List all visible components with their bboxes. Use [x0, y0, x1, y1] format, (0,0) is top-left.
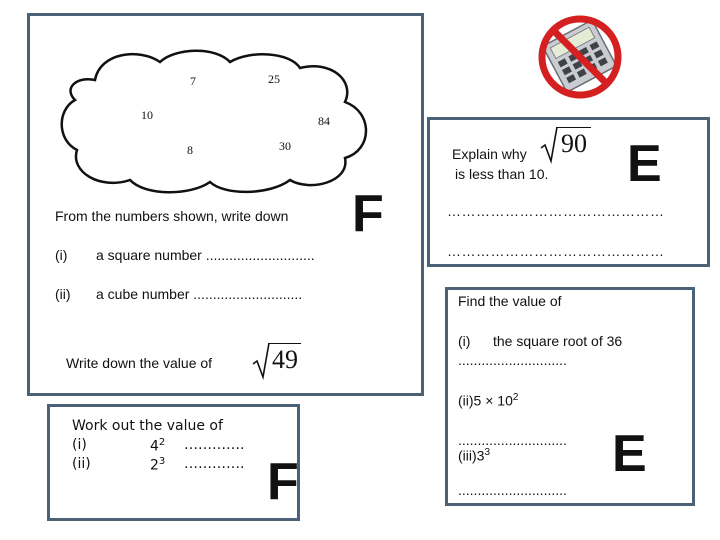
cloud-number: 8 [187, 143, 193, 157]
find-title: Find the value of [458, 293, 562, 309]
power-expression [458, 392, 518, 409]
power-base: 4 [150, 438, 159, 455]
answer-dots: ............................ [458, 432, 567, 448]
power-exponent: 3 [158, 456, 166, 467]
power-expression [150, 456, 165, 474]
item-number: (i) [55, 247, 68, 263]
square-root-49 [252, 342, 306, 382]
grade-letter: F [352, 185, 384, 243]
answer-dots: …………. [184, 437, 245, 453]
item-label: (iii)3 [458, 447, 485, 464]
answer-dots: ............................ [458, 352, 567, 368]
number-cloud [55, 40, 380, 200]
cloud-number: 7 [190, 74, 196, 88]
cloud-number: 30 [279, 139, 291, 153]
grade-letter: E [627, 135, 662, 193]
power-expression [458, 447, 490, 464]
no-calculator-icon [530, 12, 630, 102]
answer-dots: ……………………………………… [447, 243, 665, 259]
square-root-90 [540, 126, 602, 166]
answer-dots: …………. [184, 456, 245, 472]
write-down-text: Write down the value of [66, 355, 213, 371]
instruction-text: From the numbers shown, write down [55, 208, 289, 224]
power-exponent: 3 [484, 447, 491, 458]
item-text: a square number ............................ [96, 247, 315, 263]
workout-title: Work out the value of [72, 418, 223, 434]
item-number: (ii) [55, 286, 71, 302]
power-expression [150, 437, 165, 455]
power-base: 2 [150, 457, 159, 474]
radicand: 90 [557, 127, 591, 160]
item-label: (ii)5 × 10 [458, 392, 513, 409]
radical-sign-icon [252, 342, 270, 380]
grade-letter: F [267, 453, 299, 511]
grade-letter: E [612, 425, 647, 483]
item-number: (i) [458, 333, 471, 349]
item-number: (ii) [72, 456, 91, 472]
item-number: (i) [72, 437, 87, 453]
answer-dots: ……………………………………… [447, 203, 665, 219]
explain-text-line1: Explain why [452, 146, 527, 162]
item-text: the square root of 36 [493, 333, 623, 349]
cloud-number: 10 [141, 108, 153, 122]
radicand: 49 [269, 343, 301, 376]
cloud-number: 84 [318, 114, 330, 128]
radical-sign-icon [540, 126, 558, 164]
answer-dots: ............................ [458, 482, 567, 498]
power-exponent: 2 [512, 392, 519, 403]
cloud-number: 25 [268, 72, 280, 86]
explain-text-line2: is less than 10. [455, 166, 549, 182]
power-exponent: 2 [158, 437, 166, 448]
item-text: a cube number ............................ [96, 286, 303, 302]
